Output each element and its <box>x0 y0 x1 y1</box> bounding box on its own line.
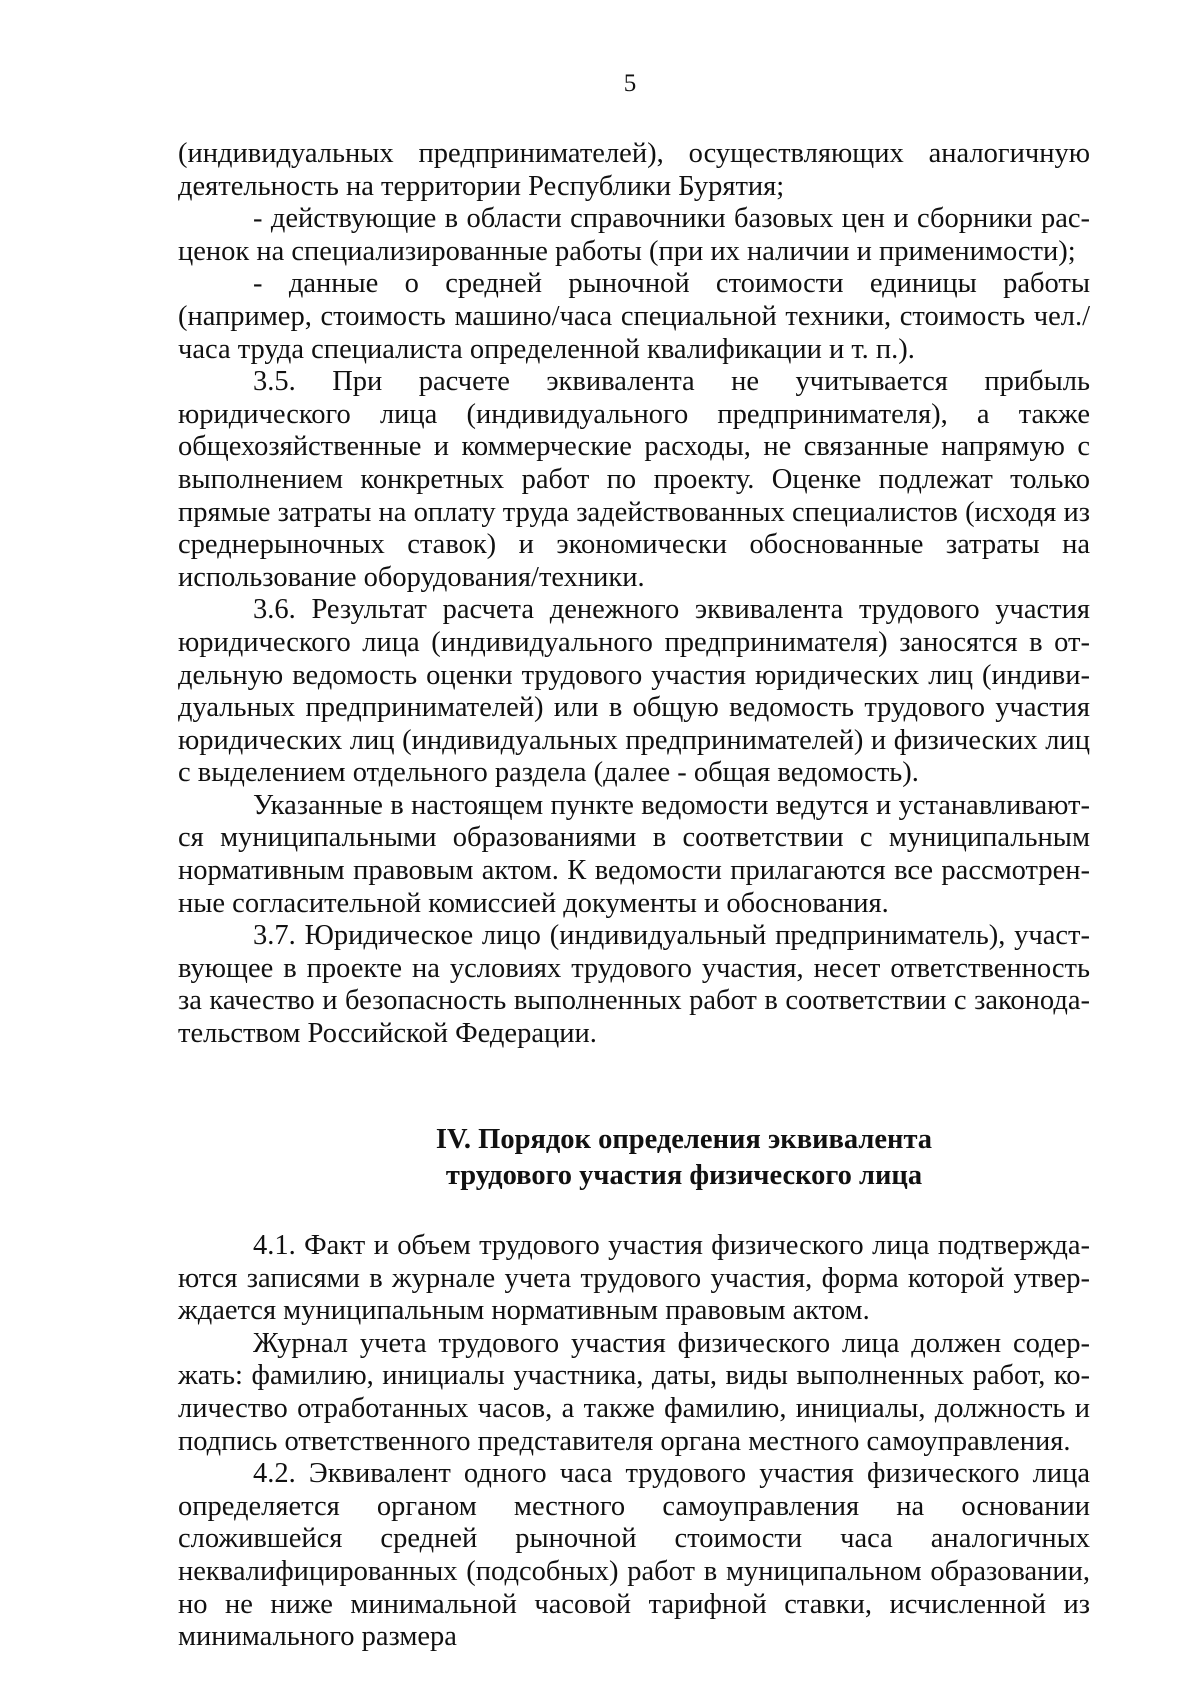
paragraph: 3.7. Юридическое лицо (индивидуальный предприниматель), участвующее в проекте на условиях трудового участия, несет ответственность за качество и безопасность выполненных работ в соответствии с законодательством Российской Федерации. <box>178 920 1090 1050</box>
section-heading-line: трудового участия физического лица <box>445 1160 923 1191</box>
paragraph: - данные о средней рыночной стоимости единицы работы (например, стоимость машино/часа специальной техники, стоимость чел./часа труда специалиста определенной квалификации и т. п.). <box>178 268 1090 365</box>
paragraph: 3.6. Результат расчета денежного эквивалента трудового участия юридического лица (индивидуального предпринимателя) заносятся в отдельную ведомость оценки трудового участия юридических лиц (индивидуальных предпринимателей) или в общую ведомость трудового участия юридических лиц (индивидуальных предпринимателей) и физических лиц с выделением отдельного раздела (далее - общая ведомость). <box>178 594 1090 789</box>
paragraph: - действующие в области справочники базовых цен и сборники расценок на специализированные работы (при их наличии и применимости); <box>178 203 1090 267</box>
paragraph: Указанные в настоящем пункте ведомости ведутся и устанавливаются муниципальными образованиями в соответствии с муниципальным нормативным правовым актом. К ведомости прилагаются все рассмотренные согласительной комиссией документы и обоснования. <box>178 789 1090 919</box>
paragraph: 4.1. Факт и объем трудового участия физического лица подтверждаются записями в журнале учета трудового участия, форма которой утверждается муниципальным нормативным правовым актом. <box>178 1230 1090 1327</box>
section-heading-line: IV. Порядок определения эквивалента <box>435 1124 933 1155</box>
body-text-top <box>178 138 1090 1051</box>
paragraph: (индивидуальных предпринимателей), осуществляющих аналогичную деятельность на территории Республики Бурятия; <box>178 138 1090 202</box>
paragraph: 4.2. Эквивалент одного часа трудового участия физического лица определяется органом местного самоуправления на основании сложившейся средней рыночной стоимости часа аналогичных неквалифицированных (подсобных) работ в муниципальном образовании, но не ниже минимальной часовой тарифной ставки, исчисленной из минимального размера <box>178 1458 1090 1653</box>
paragraph: Журнал учета трудового участия физического лица должен содержать: фамилию, инициалы участника, даты, виды выполненных работ, количество отработанных часов, а также фамилию, инициалы, должность и подпись ответственного представителя органа местного самоуправления. <box>178 1327 1090 1457</box>
body-text-bottom <box>178 1230 1090 1654</box>
section-heading <box>178 1122 1190 1194</box>
paragraph: 3.5. При расчете эквивалента не учитывается прибыль юридического лица (индивидуального предпринимателя), а также общехозяйственные и коммерческие расходы, не связанные напрямую с выполнением конкретных работ по проекту. Оценке подлежат только прямые затраты на оплату труда задействованных специалистов (исходя из среднерыночных ставок) и экономически обоснованные затраты на использование оборудования/техники. <box>178 366 1090 593</box>
page-number: 5 <box>623 70 637 97</box>
